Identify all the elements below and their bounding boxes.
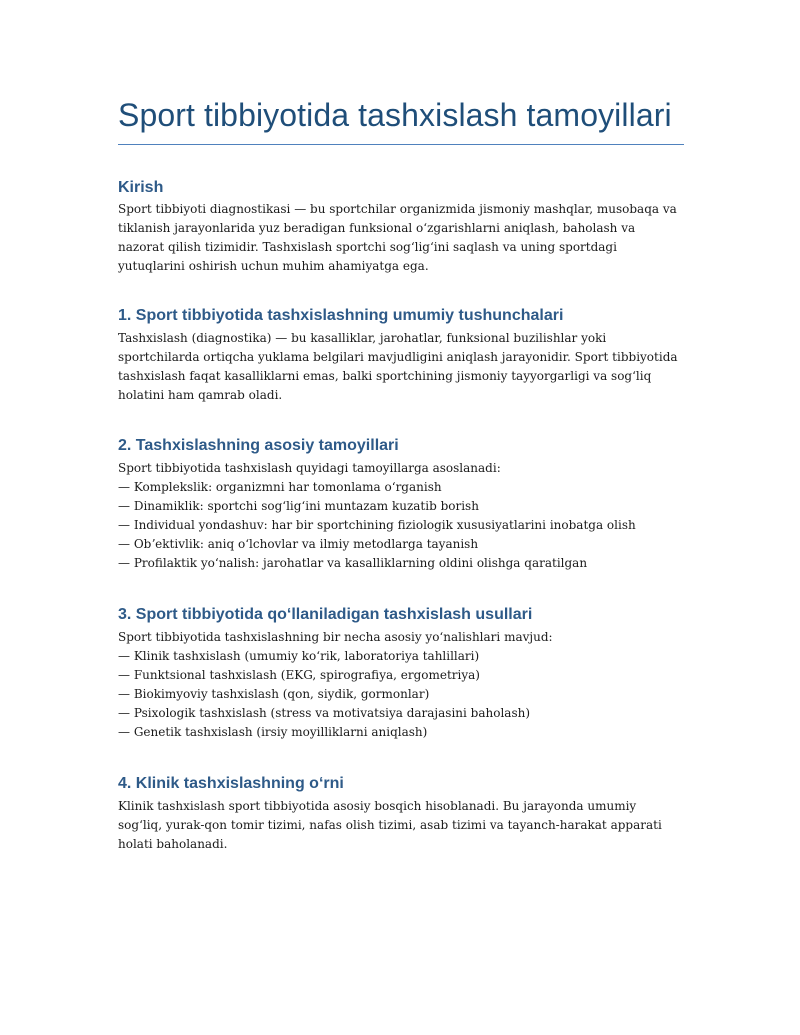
list-item: — Dinamiklik: sportchi sogʻligʻini muntazam kuzatib borish: [118, 497, 684, 516]
section-intro: [118, 178, 684, 276]
section-heading-4: 4. Klinik tashxislashning oʻrni: [118, 775, 344, 792]
section-body-intro: Sport tibbiyoti diagnostikasi — bu sportchilar organizmida jismoniy mashqlar, musobaqa va tiklanish jarayonlarida yuz beradigan funksional oʻzgarishlarni aniqlash, baholash va nazorat qilish tizimidir. Tashxislash sportchi sogʻligʻini saqlash va uning sportdagi yutuqlarini oshirish uchun muhim ahamiyatga ega.: [118, 202, 677, 273]
section-3: [118, 605, 684, 742]
section-body-1: Tashxislash (diagnostika) — bu kasalliklar, jarohatlar, funksional buzilishlar yoki sportchilarda ortiqcha yuklama belgilari mavjudligini aniqlash jarayonidir. Sport tibbiyotida tashxislash faqat kasalliklarni emas, balki sportchining jismoniy tayyorgarligi va sogʻliq holatini ham qamrab oladi.: [118, 331, 678, 402]
section-intro-2: Sport tibbiyotida tashxislash quyidagi tamoyillarga asoslanadi:: [118, 461, 501, 475]
list-item: — Komplekslik: organizmni har tomonlama oʻrganish: [118, 478, 684, 497]
document-title: Sport tibbiyotida tashxislash tamoyillari: [118, 95, 684, 145]
section-1: [118, 306, 684, 405]
list-item: — Genetik tashxislash (irsiy moyilliklarni aniqlash): [118, 723, 684, 742]
document-page: [118, 95, 684, 854]
section-heading-intro: Kirish: [118, 179, 164, 196]
list-item: — Obʼektivlik: aniq oʻlchovlar va ilmiy metodlarga tayanish: [118, 535, 684, 554]
list-item: — Klinik tashxislash (umumiy koʻrik, laboratoriya tahlillari): [118, 647, 684, 666]
section-body-4: Klinik tashxislash sport tibbiyotida asosiy bosqich hisoblanadi. Bu jarayonda umumiy sogʻliq, yurak-qon tomir tizimi, nafas olish tizimi, asab tizimi va tayanch-harakat apparati holati baholanadi.: [118, 799, 662, 851]
section-4: [118, 774, 684, 854]
section-intro-3: Sport tibbiyotida tashxislashning bir necha asosiy yoʻnalishlari mavjud:: [118, 630, 553, 644]
list-item: — Biokimyoviy tashxislash (qon, siydik, gormonlar): [118, 685, 684, 704]
list-item: — Psixologik tashxislash (stress va motivatsiya darajasini baholash): [118, 704, 684, 723]
list-item: — Funktsional tashxislash (EKG, spirografiya, ergometriya): [118, 666, 684, 685]
section-heading-2: 2. Tashxislashning asosiy tamoyillari: [118, 437, 399, 454]
list-item: — Profilaktik yoʻnalish: jarohatlar va kasalliklarning oldini olishga qaratilgan: [118, 554, 684, 573]
list-item: — Individual yondashuv: har bir sportchining fiziologik xususiyatlarini inobatga olish: [118, 516, 684, 535]
methods-list: [118, 647, 684, 742]
section-heading-3: 3. Sport tibbiyotida qoʻllaniladigan tashxislash usullari: [118, 606, 533, 623]
section-2: [118, 436, 684, 573]
section-heading-1: 1. Sport tibbiyotida tashxislashning umumiy tushunchalari: [118, 307, 564, 324]
principles-list: [118, 478, 684, 573]
